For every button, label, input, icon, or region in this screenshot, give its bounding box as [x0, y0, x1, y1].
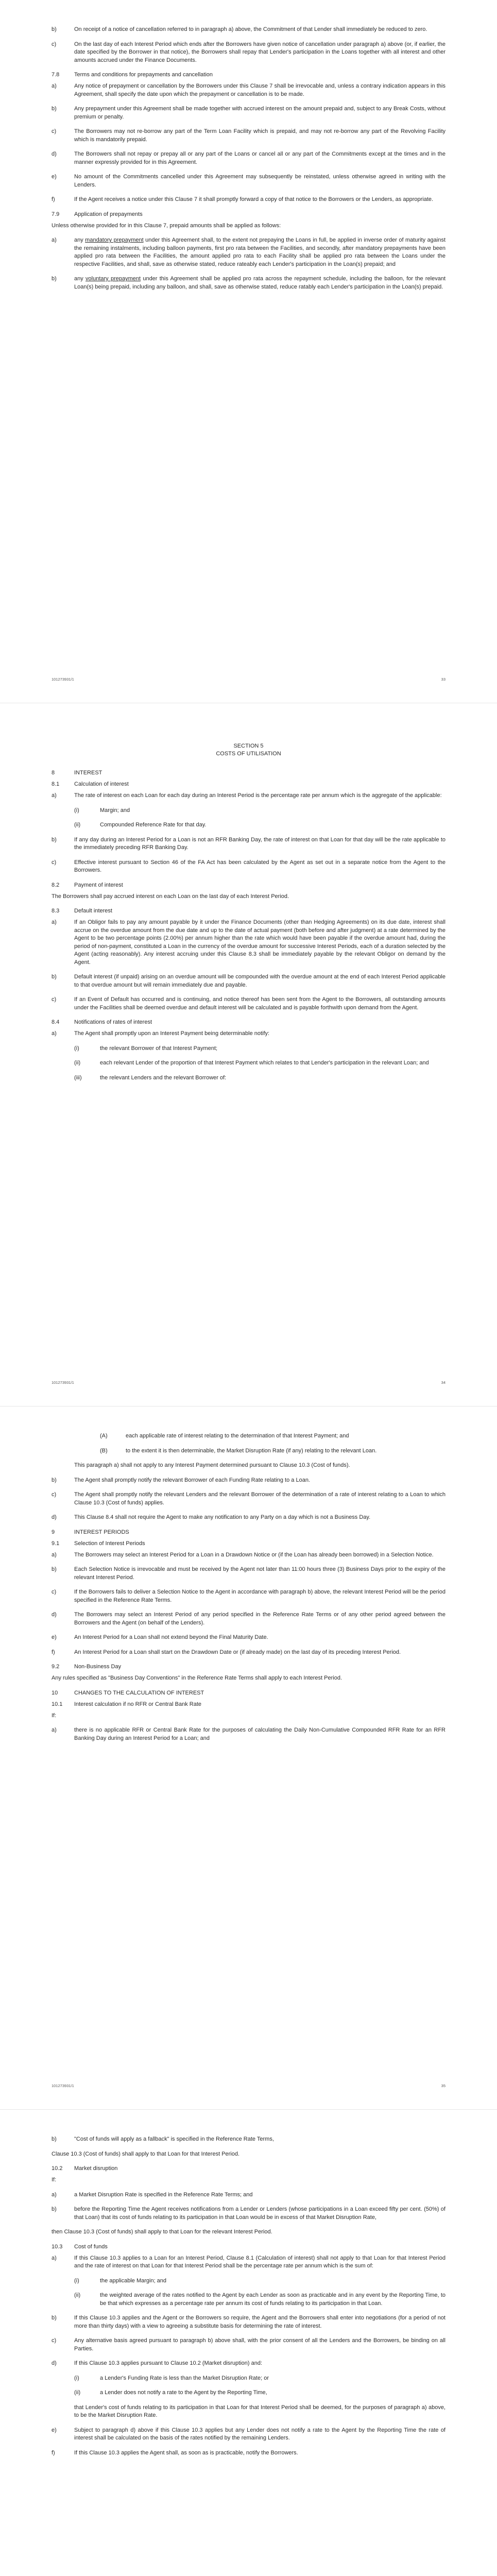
- clause-paragraph: [52, 1649, 445, 1657]
- paragraph-label: (iii): [74, 1074, 82, 1081]
- paragraph-text: If this Clause 10.3 applies the Agent shall, as soon as is practicable, notify the Borrowers.: [74, 2449, 298, 2456]
- paragraph-text: The Borrowers may not re-borrow any part of the Term Loan Facility which is prepaid, and may not re-borrow any part of the Revolving Facility which is mandatorily prepaid.: [74, 128, 445, 143]
- clause-number: 10.3: [52, 2243, 63, 2250]
- clause-heading: [52, 1019, 445, 1026]
- clause-paragraph: [52, 2191, 445, 2199]
- paragraph-label: c): [52, 996, 57, 1003]
- paragraph-label: e): [52, 174, 57, 180]
- section-heading: [52, 742, 445, 758]
- clause-number: 8: [52, 770, 55, 776]
- section-number: SECTION 5: [233, 743, 264, 749]
- paragraph-text: a Lender does not notify a rate to the Agent by the Reporting Time,: [100, 2389, 267, 2396]
- clause-paragraph: [52, 836, 445, 852]
- paragraph-label: (ii): [74, 2292, 81, 2298]
- text-rest: under this Agreement shall, to the extent not prepaying the Loans in full, be applied in inverse order of maturity against the remaining instalments, including balloon payments, first pro rata between the Facilities, and secondly, after mandatory prepayments have been applied pro rata between the Facilities, the amount applied pro rata to each Facility shall be applied pro rata between the Loans under the respective Facilities, and shall, save as otherwise stated, reduce rateably each Lender's participation in the Loan(s) prepaid; and: [74, 237, 445, 267]
- text-pre: any: [74, 276, 86, 282]
- paragraph-text: "Cost of funds will apply as a fallback" is specified in the Reference Rate Terms,: [74, 2136, 274, 2142]
- paragraph-text: the weighted average of the rates notified to the Agent by each Lender as soon as practicable and in any event by the Reporting Time, to be that which expresses as a percentage rate per annum its cost of funds relating to its participation in that Loan.: [100, 2292, 445, 2307]
- document-page: [0, 0, 497, 703]
- clause-paragraph: [52, 1634, 445, 1642]
- sub-paragraph: [74, 1059, 445, 1067]
- document-reference: 101273931/1: [52, 1380, 74, 1385]
- body-text: This paragraph a) shall not apply to any Interest Payment determined pursuant to Clause 10.3 (Cost of funds).: [74, 1462, 350, 1468]
- paragraph-text: If this Clause 10.3 applies and the Agent or the Borrowers so require, the Agent and the Borrowers shall enter into negotiations (for a period of not more than thirty days) with a view to agreeing a substitute basis for determining the rate of interest.: [74, 2315, 445, 2329]
- paragraph-label: (ii): [74, 2389, 81, 2396]
- clause-paragraph: [52, 1726, 445, 1742]
- paragraph-text: Each Selection Notice is irrevocable and must be received by the Agent not later than 11:00 hours three (3) Business Days prior to the expiry of the relevant Interest Period.: [74, 1566, 445, 1581]
- paragraph-text: a Lender's Funding Rate is less than the Market Disruption Rate; or: [100, 2375, 269, 2381]
- paragraph-text: there is no applicable RFR or Central Bank Rate for the purposes of calculating the Daily Non-Cumulative Compounded RFR Rate for an RFR Banking Day during an Interest Period for a Loan; and: [74, 1727, 445, 1741]
- clause-title: Notifications of rates of interest: [74, 1019, 152, 1025]
- paragraph-label: b): [52, 276, 57, 282]
- paragraph-text: If this Clause 10.3 applies to a Loan for an Interest Period, Clause 8.1 (Calculation of interest) shall not apply to that Loan for that Interest Period and the rate of interest on that Loan for that Interest Period shall be the percentage rate per annum which is the sum of:: [74, 2255, 445, 2269]
- clause-number: 9.2: [52, 1664, 60, 1670]
- clause-title: Cost of funds: [74, 2243, 108, 2250]
- text-rest: under this Agreement shall be applied pro rata across the repayment schedule, including the balloon, for the relevant Loan(s) being prepaid, including any balloon, and shall, save as otherwise stated, reduce ratably each Lender's participation in the Loan(s) prepaid.: [74, 276, 445, 290]
- paragraph-text: Subject to paragraph d) above if this Clause 10.3 applies but any Lender does not notify a rate to the Agent by the Reporting Time the rate of interest shall be calculated on the basis of the rates notified by the remaining Lenders.: [74, 2427, 445, 2441]
- clause-paragraph: [52, 150, 445, 166]
- paragraph-label: b): [52, 106, 57, 112]
- paragraph-label: e): [52, 1634, 57, 1640]
- paragraph-label: a): [52, 1551, 57, 1558]
- document-reference: 101273931/1: [52, 2083, 74, 2088]
- clause-heading: [52, 2243, 445, 2251]
- sub-paragraph: [74, 807, 445, 815]
- clause-paragraph: [52, 2314, 445, 2330]
- paragraph-text: An Interest Period for a Loan shall start on the Drawdown Date or (if already made) on the last day of its preceding Interest Period.: [74, 1649, 401, 1655]
- clause-paragraph: [52, 2206, 445, 2222]
- clause-heading: [52, 2165, 445, 2173]
- paragraph-text: This Clause 8.4 shall not require the Agent to make any notification to any Party on a day which is not a Business Day.: [74, 1514, 371, 1520]
- paragraph-text: On receipt of a notice of cancellation referred to in paragraph a) above, the Commitment of that Lender shall immediately be reduced to zero.: [74, 26, 427, 32]
- paragraph-label: b): [52, 26, 57, 32]
- clause-paragraph: [52, 792, 445, 800]
- clause-number: 10: [52, 1689, 58, 1696]
- clause-paragraph: [52, 173, 445, 189]
- clause-number: 8.3: [52, 908, 60, 914]
- clause-paragraph: [52, 196, 445, 204]
- page-content: [52, 1432, 445, 2047]
- paragraph-label: a): [52, 237, 57, 243]
- clause-title: Default interest: [74, 908, 112, 914]
- clause-heading: [52, 1663, 445, 1671]
- sub-paragraph: [74, 2277, 445, 2285]
- paragraph-text: Any alternative basis agreed pursuant to paragraph b) above shall, with the prior consent of all the Lenders and the Borrowers, be binding on all Parties.: [74, 2337, 445, 2352]
- clause-number: 10.1: [52, 1701, 63, 1707]
- paragraph-text: [74, 236, 445, 268]
- paragraph-text: The Borrowers may select an Interest Period of any period specified in the Reference Rate Terms or of any other period agreed between the Borrowers and the Agent (on behalf of the Lenders).: [74, 1612, 445, 1626]
- paragraph-text: the applicable Margin; and: [100, 2277, 167, 2284]
- paragraph-text: The Agent shall promptly notify the relevant Borrower of each Funding Rate relating to a Loan.: [74, 1477, 310, 1483]
- clause-paragraph: [52, 1491, 445, 1507]
- paragraph-label: (B): [100, 1447, 108, 1454]
- page-number: 34: [441, 1380, 445, 1385]
- document-page: [0, 2110, 497, 2576]
- body-text: If:: [52, 1712, 57, 1719]
- paragraph-text: each applicable rate of interest relating to the determination of that Interest Payment; and: [126, 1433, 349, 1439]
- clause-number: 9: [52, 1529, 55, 1535]
- paragraph-label: (i): [74, 2375, 79, 2381]
- clause-paragraph: [52, 275, 445, 291]
- clause-number: 7.8: [52, 72, 60, 78]
- paragraph-label: a): [52, 83, 57, 89]
- clause-title: Payment of interest: [74, 882, 123, 888]
- clause-paragraph: [52, 919, 445, 967]
- paragraph-label: c): [52, 1492, 57, 1498]
- clause-paragraph: [52, 1588, 445, 1604]
- paragraph-text: [74, 275, 445, 291]
- paragraph-label: a): [52, 919, 57, 925]
- sub-paragraph: [74, 2292, 445, 2308]
- clause-heading: [52, 211, 445, 218]
- paragraph-label: b): [52, 2206, 57, 2212]
- clause-title: Terms and conditions for prepayments and cancellation: [74, 72, 213, 78]
- paragraph-label: a): [52, 1727, 57, 1733]
- underlined-term: voluntary prepayment: [85, 276, 141, 282]
- paragraph-text: The Agent shall promptly upon an Interest Payment being determinable notify:: [74, 1030, 270, 1037]
- clause-number: 7.9: [52, 211, 60, 217]
- sub-paragraph: [100, 1447, 445, 1455]
- paragraph-label: (ii): [74, 1060, 81, 1066]
- clause-paragraph: [52, 996, 445, 1012]
- body-text: If:: [52, 2177, 57, 2183]
- paragraph-text: The Borrowers may select an Interest Period for a Loan in a Drawdown Notice or (if the Loan has already been borrowed) in a Selection Notice.: [74, 1551, 434, 1558]
- paragraph-text: before the Reporting Time the Agent receives notifications from a Lender or Lenders (whose participations in a Loan exceed fifty per cent. (50%) of that Loan) that its cost of funds relating to its participation in that Loan would be in excess of that Market Disruption Rate,: [74, 2206, 445, 2221]
- clause-paragraph: [52, 2449, 445, 2458]
- clause-title: Calculation of interest: [74, 781, 129, 787]
- body-text: Clause 10.3 (Cost of funds) shall apply to that Loan for that Interest Period.: [52, 2150, 240, 2157]
- clause-heading: [52, 71, 445, 79]
- clause-title: Application of prepayments: [74, 211, 143, 217]
- paragraph-label: c): [52, 128, 57, 134]
- sub-paragraph: [74, 2389, 445, 2397]
- paragraph-label: c): [52, 41, 57, 47]
- paragraph-text: each relevant Lender of the proportion of that Interest Payment which relates to that Lender's participation in the relevant Loan; and: [100, 1060, 429, 1066]
- clause-paragraph: [52, 26, 445, 34]
- clause-paragraph: [52, 82, 445, 98]
- clause-heading: [52, 1689, 445, 1697]
- paragraph-text: a Market Disruption Rate is specified in the Reference Rate Terms; and: [74, 2191, 253, 2198]
- page-footer: [52, 2083, 445, 2091]
- paragraph-label: (A): [100, 1433, 108, 1439]
- clause-heading: [52, 1540, 445, 1548]
- paragraph-label: a): [52, 2255, 57, 2261]
- paragraph-text: If an Obligor fails to pay any amount payable by it under the Finance Documents (other than Hedging Agreements) on its due date, interest shall accrue on the overdue amount from the due date and up to the date of actual payment (both before and after judgment) at a rate determined by the Agent to be two percentage points (2.00%) per annum higher than the rate which would have been payable if the overdue amount had, during the period of non-payment, constituted a Loan in the currency of the overdue amount for successive Interest Periods, each of a duration selected by the Agent (acting reasonably). Any interest accruing under this Clause 8.3 shall be immediately payable by the relevant Obligor on demand by the Agent.: [74, 919, 445, 965]
- clause-number: 9.1: [52, 1540, 60, 1547]
- paragraph-label: d): [52, 1514, 57, 1520]
- paragraph-label: b): [52, 1566, 57, 1572]
- page-footer: [52, 677, 445, 684]
- paragraph-label: a): [52, 1030, 57, 1037]
- clause-heading: [52, 781, 445, 788]
- section-title: COSTS OF UTILISATION: [216, 751, 281, 757]
- clause-paragraph: [52, 41, 445, 65]
- sub-paragraph: [74, 1045, 445, 1053]
- paragraph-label: f): [52, 2449, 55, 2456]
- paragraph-label: a): [52, 2191, 57, 2198]
- body-text: Any rules specified as "Business Day Conventions" in the Reference Rate Terms shall apply to each Interest Period.: [52, 1675, 342, 1681]
- paragraph-label: c): [52, 859, 57, 866]
- page-number: 33: [441, 677, 445, 682]
- clause-paragraph: [52, 1551, 445, 1560]
- paragraph-text: to the extent it is then determinable, the Market Disruption Rate (if any) relating to the relevant Loan.: [126, 1447, 377, 1454]
- clause-paragraph: [52, 236, 445, 268]
- clause-title: INTEREST: [74, 770, 102, 776]
- document-page: [0, 703, 497, 1406]
- paragraph-text: If the Borrowers fails to deliver a Selection Notice to the Agent in accordance with paragraph b) above, the relevant Interest Period will be the period specified in the Reference Rate Terms.: [74, 1589, 445, 1603]
- paragraph-label: c): [52, 1589, 57, 1595]
- sub-paragraph: [74, 2375, 445, 2383]
- clause-number: 10.2: [52, 2165, 63, 2172]
- paragraph-label: f): [52, 196, 55, 202]
- paragraph-label: (i): [74, 2277, 79, 2284]
- paragraph-label: e): [52, 2427, 57, 2433]
- paragraph-label: (i): [74, 1045, 79, 1052]
- paragraph-text: the relevant Borrower of that Interest Payment;: [100, 1045, 218, 1052]
- clause-title: INTEREST PERIODS: [74, 1529, 129, 1535]
- body-text: Unless otherwise provided for in this Clause 7, prepaid amounts shall be applied as follows:: [52, 222, 281, 229]
- page-content: [52, 26, 445, 641]
- clause-title: Non-Business Day: [74, 1664, 122, 1670]
- paragraph-text: If an Event of Default has occurred and is continuing, and notice thereof has been sent from the Agent to the Borrowers, all outstanding amounts under the Facilities shall be deemed overdue and default interest will be calculated and is payable forthwith upon demand from the Agent.: [74, 996, 445, 1011]
- clause-heading: [52, 1701, 445, 1708]
- page-number: 35: [441, 2083, 445, 2088]
- paragraph-text: Compounded Reference Rate for that day.: [100, 822, 207, 828]
- paragraph-text: The Agent shall promptly notify the relevant Lenders and the relevant Borrower of the determination of a rate of interest relating to a Loan to which Clause 10.3 (Cost of funds) applies.: [74, 1492, 445, 1506]
- body-text: that Lender's cost of funds relating to its participation in that Loan for that Interest Period shall be deemed, for the purposes of paragraph a) above, to be the Market Disruption Rate.: [74, 2404, 445, 2418]
- clause-title: CHANGES TO THE CALCULATION OF INTEREST: [74, 1689, 204, 1696]
- body-text: The Borrowers shall pay accrued interest on each Loan on the last day of each Interest Period.: [52, 893, 289, 900]
- paragraph-text: The Borrowers shall not repay or prepay all or any part of the Loans or cancel all or any part of the Commitments except at the times and in the manner expressly provided for in this Agreement.: [74, 151, 445, 165]
- clause-paragraph: [52, 1611, 445, 1627]
- paragraph-label: c): [52, 2337, 57, 2344]
- body-text: then Clause 10.3 (Cost of funds) shall apply to that Loan for the relevant Interest Period.: [52, 2229, 272, 2235]
- clause-paragraph: [52, 1566, 445, 1582]
- clause-paragraph: [52, 2427, 445, 2443]
- clause-number: 8.4: [52, 1019, 60, 1025]
- paragraph-text: On the last day of each Interest Period which ends after the Borrowers have given notice of cancellation under paragraph a) above (or, if earlier, the date specified by the Borrower in that notice), the Borrowers shall repay that Lender's participation in the Loans together with all interest and other amounts accrued under the Finance Documents.: [74, 41, 445, 63]
- clause-heading: [52, 1529, 445, 1536]
- paragraph-label: b): [52, 2136, 57, 2142]
- paragraph-label: d): [52, 151, 57, 157]
- paragraph-label: (ii): [74, 822, 81, 828]
- paragraph-text: Margin; and: [100, 807, 130, 814]
- paragraph-text: Any prepayment under this Agreement shall be made together with accrued interest on the amount prepaid and, subject to any Break Costs, without premium or penalty.: [74, 106, 445, 120]
- clause-title: Selection of Interest Periods: [74, 1540, 145, 1547]
- paragraph-label: (i): [74, 807, 79, 814]
- clause-paragraph: [52, 973, 445, 989]
- paragraph-label: d): [52, 2360, 57, 2366]
- paragraph-text: Any notice of prepayment or cancellation by the Borrowers under this Clause 7 shall be irrevocable and, unless a contrary indication appears in this Agreement, shall specify the date upon which the prepayment or cancellation is to be made.: [74, 83, 445, 97]
- paragraph-text: the relevant Lenders and the relevant Borrower of:: [100, 1074, 227, 1081]
- clause-heading: [52, 907, 445, 915]
- clause-title: Interest calculation if no RFR or Central Bank Rate: [74, 1701, 202, 1707]
- paragraph-text: If the Agent receives a notice under this Clause 7 it shall promptly forward a copy of that notice to the Borrowers or the Lenders, as appropriate.: [74, 196, 434, 202]
- clause-paragraph: [52, 859, 445, 875]
- paragraph-text: If this Clause 10.3 applies pursuant to Clause 10.2 (Market disruption) and:: [74, 2360, 263, 2366]
- clause-paragraph: [52, 2136, 445, 2144]
- page-content: [52, 2136, 445, 2576]
- clause-paragraph: [52, 2360, 445, 2368]
- clause-paragraph: [52, 128, 445, 144]
- clause-paragraph: [52, 1477, 445, 1485]
- clause-number: 8.2: [52, 882, 60, 888]
- sub-paragraph: [100, 1432, 445, 1440]
- paragraph-label: f): [52, 1649, 55, 1655]
- paragraph-text: An Interest Period for a Loan shall not extend beyond the Final Maturity Date.: [74, 1634, 268, 1640]
- paragraph-text: The rate of interest on each Loan for each day during an Interest Period is the percentage rate per annum which is the aggregate of the applicable:: [74, 792, 442, 799]
- page-content: [52, 729, 445, 1344]
- document-reference: 101273931/1: [52, 677, 74, 682]
- text-pre: any: [74, 237, 85, 243]
- page-footer: [52, 1380, 445, 1387]
- clause-title: Market disruption: [74, 2165, 118, 2172]
- clause-heading: [52, 882, 445, 889]
- clause-paragraph: [52, 2255, 445, 2270]
- clause-heading: [52, 769, 445, 777]
- clause-paragraph: [52, 105, 445, 121]
- paragraph-label: b): [52, 2315, 57, 2321]
- paragraph-text: No amount of the Commitments cancelled under this Agreement may subsequently be reinstated, unless otherwise agreed in writing with the Lenders.: [74, 174, 445, 188]
- paragraph-label: b): [52, 1477, 57, 1483]
- paragraph-label: a): [52, 792, 57, 799]
- paragraph-text: If any day during an Interest Period for a Loan is not an RFR Banking Day, the rate of interest on that Loan for that day will be the rate applicable to the immediately preceding RFR Banking Day.: [74, 836, 445, 851]
- clause-paragraph: [52, 2337, 445, 2353]
- paragraph-label: d): [52, 1612, 57, 1618]
- document-page: [0, 1406, 497, 2110]
- paragraph-text: Effective interest pursuant to Section 46 of the FA Act has been calculated by the Agent as set out in a separate notice from the Agent to the Borrowers.: [74, 859, 445, 873]
- clause-paragraph: [52, 1030, 445, 1038]
- sub-paragraph: [74, 821, 445, 829]
- clause-paragraph: [52, 1514, 445, 1522]
- paragraph-text: Default interest (if unpaid) arising on an overdue amount will be compounded with the overdue amount at the end of each Interest Period applicable to that overdue amount but will remain immediately due and payable.: [74, 974, 445, 988]
- sub-paragraph: [74, 1074, 445, 1082]
- paragraph-label: b): [52, 836, 57, 843]
- paragraph-label: b): [52, 974, 57, 980]
- clause-number: 8.1: [52, 781, 60, 787]
- underlined-term: mandatory prepayment: [85, 237, 144, 243]
